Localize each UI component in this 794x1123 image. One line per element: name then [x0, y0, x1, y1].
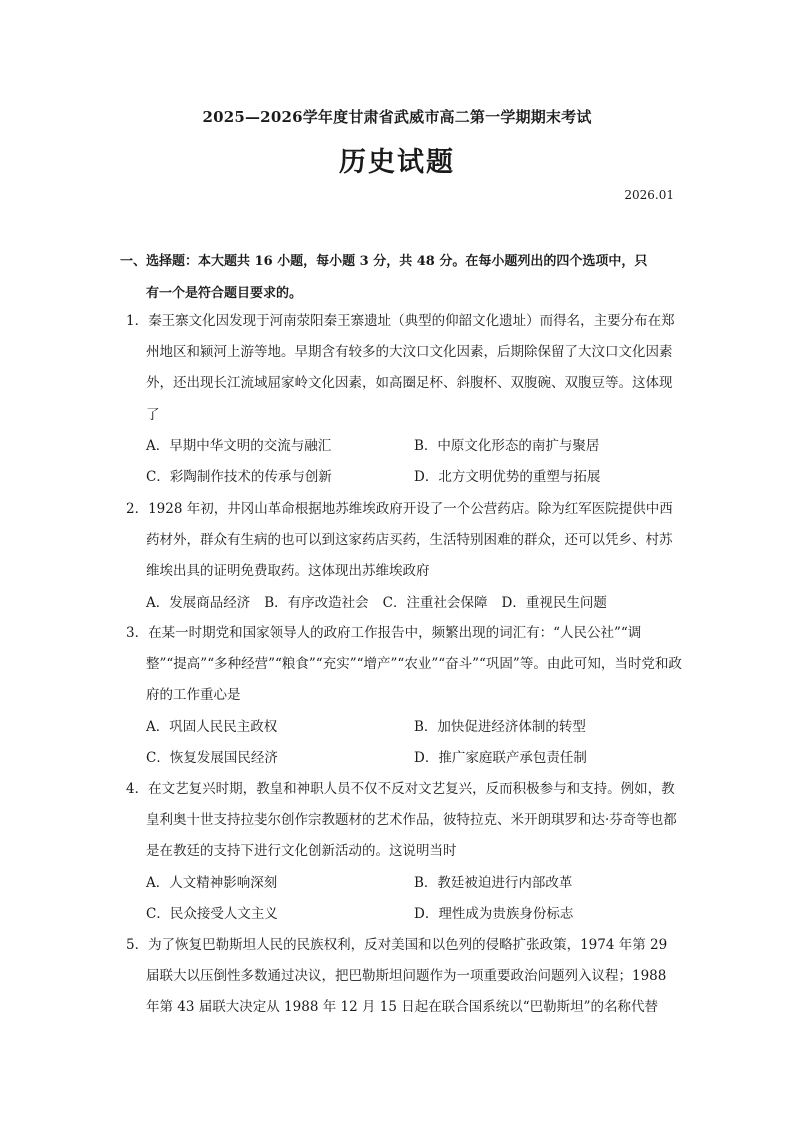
question-4 — [126, 774, 682, 930]
option-d: D．北方文明优势的重塑与拓展 — [414, 469, 601, 486]
option-c: C．民众接受人文主义 — [146, 905, 278, 922]
question-options — [126, 431, 682, 493]
question-options — [126, 712, 682, 774]
option-a: A．巩固人民民主政权 — [146, 718, 278, 735]
option-b: B．教廷被迫进行内部改革 — [414, 874, 573, 891]
question-stem: 1．秦王寨文化因发现于河南荥阳秦王寨遗址（典型的仰韶文化遗址）而得名，主要分布在郑州地区和颍河上游等地。早期含有较多的大汶口文化因素，后期除保留了大汶口文化因素外，还出现长江流域屈家岭文化因素，如高圈足杯、斜腹杯、双腹碗、双腹豆等。这体现了 — [126, 313, 675, 423]
option-b: B．加快促进经济体制的转型 — [414, 718, 586, 735]
question-5 — [126, 930, 682, 1024]
question-1 — [126, 306, 682, 493]
option-b: B．中原文化形态的南扩与聚居 — [414, 437, 600, 454]
question-stem: 2．1928 年初，井冈山革命根据地苏维埃政府开设了一个公营药店。除为红军医院提供中西药材外，群众有生病的也可以到这家药店买药，生活特别困难的群众，还可以凭乡、村苏维埃出具的证明免费取药。这体现出苏维埃政府 — [126, 501, 673, 580]
subject-title: 历史试题 — [339, 147, 455, 178]
question-options — [126, 868, 682, 930]
option-a: A．人文精神影响深刻 — [146, 874, 278, 891]
option-c: C．彩陶制作技术的传承与创新 — [146, 469, 332, 486]
question-2 — [126, 494, 682, 619]
question-stem: 4．在文艺复兴时期，教皇和神职人员不仅不反对文艺复兴，反而积极参与和支持。例如，教皇利奥十世支持拉斐尔创作宗教题材的艺术作品，彼特拉克、米开朗琪罗和达·芬奇等也都是在教廷的支持下进行文化创新活动的。这说明当时 — [126, 781, 677, 860]
option-a: A．早期中华文明的交流与融汇 — [146, 437, 332, 454]
section-heading-line2: 有一个是符合题目要求的。 — [146, 286, 303, 301]
exam-title: 2025—2026学年度甘肃省武威市高二第一学期期末考试 — [202, 108, 592, 126]
option-d: D．重视民生问题 — [501, 594, 607, 611]
question-stem: 3．在某一时期党和国家领导人的政府工作报告中，频繁出现的词汇有：“人民公社”“调整”“提高”“多种经营”“粮食”“充实”“增产”“农业”“奋斗”“巩固”等。由此可知，当时党和政府的工作重心是 — [126, 625, 682, 704]
question-options — [126, 588, 682, 619]
option-c: C．注重社会保障 — [382, 594, 488, 611]
option-d: D．理性成为贵族身份标志 — [414, 905, 574, 922]
option-d: D．推广家庭联产承包责任制 — [414, 749, 587, 766]
exam-date: 2026.01 — [624, 188, 674, 202]
question-stem: 5．为了恢复巴勒斯坦人民的民族权利，反对美国和以色列的侵略扩张政策，1974 年第 29 届联大以压倒性多数通过决议，把巴勒斯坦问题作为一项重要政治问题列入议程；1988 年第 43 届联大决定从 1988 年 12 月 15 日起在联合国系统以“巴勒斯坦”的名称代替 — [126, 937, 668, 1016]
option-c: C．恢复发展国民经济 — [146, 749, 278, 766]
section-heading-line1: 一、选择题：本大题共 16 小题，每小题 3 分，共 48 分。在每小题列出的四个选项中，只 — [120, 254, 648, 269]
option-a: A．发展商品经济 — [146, 594, 251, 611]
option-b: B．有序改造社会 — [264, 594, 369, 611]
section-heading — [120, 246, 680, 310]
question-3 — [126, 618, 682, 774]
